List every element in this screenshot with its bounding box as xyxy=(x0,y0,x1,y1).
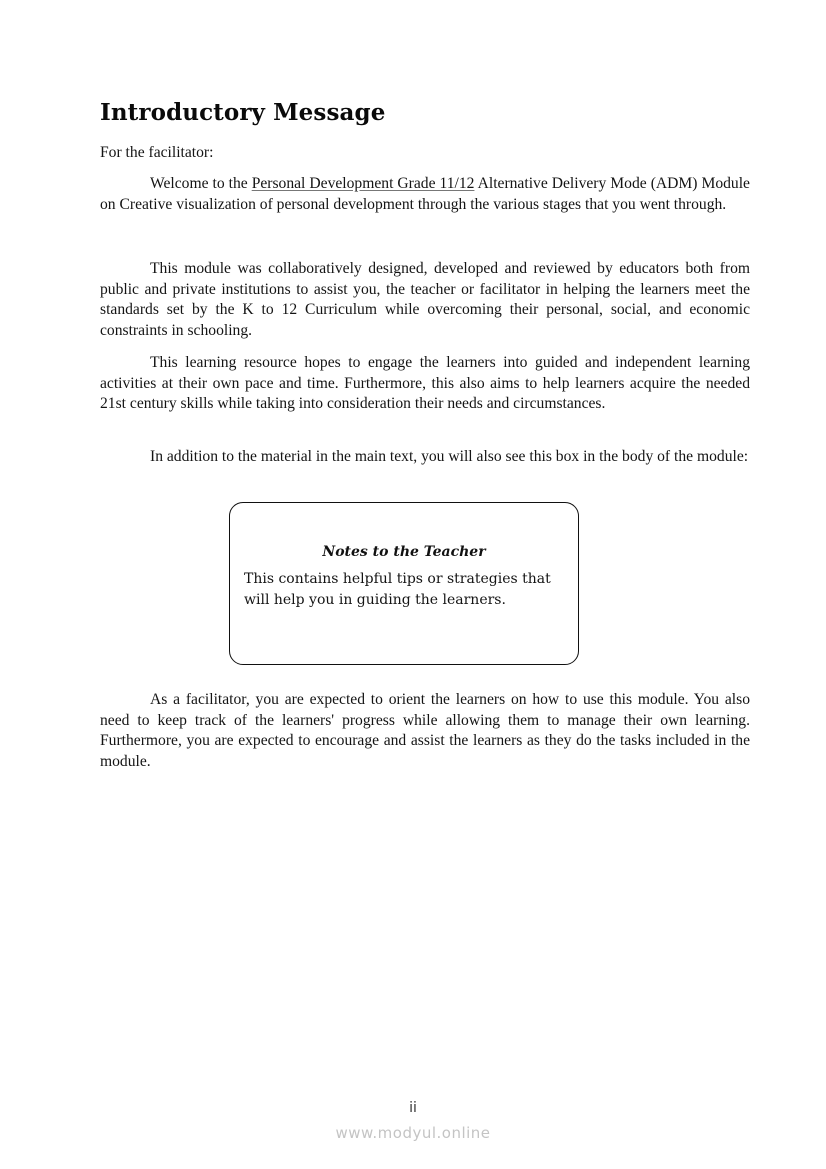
welcome-paragraph xyxy=(100,174,750,215)
note-box-title: Notes to the Teacher xyxy=(322,544,486,560)
audience-label: For the facilitator: xyxy=(100,144,214,161)
note-box-body: This contains helpful tips or strategies that will help you in guiding the learners. xyxy=(244,571,551,608)
resource-paragraph: This learning resource hopes to engage the learners into guided and independent learning activities at their own pace and time. Furthermore, this also aims to help learners acquire the needed 21st century skills while taking into consideration their needs and circumstances. xyxy=(100,354,750,413)
notes-to-teacher-box xyxy=(229,502,579,665)
page-number: ii xyxy=(409,1100,417,1116)
welcome-prefix: Welcome to the xyxy=(150,175,252,192)
page-title: Introductory Message xyxy=(100,99,386,126)
addition-paragraph: In addition to the material in the main text, you will also see this box in the body of the module: xyxy=(150,448,749,465)
design-paragraph: This module was collaboratively designed, developed and reviewed by educators both from public and private institutions to assist you, the teacher or facilitator in helping the learners meet the standards set by the K to 12 Curriculum while overcoming their personal, social, and economic constraints in schooling. xyxy=(100,260,750,339)
watermark: www.modyul.online xyxy=(335,1124,491,1142)
welcome-suffix: Alternative Delivery Mode (ADM) Module on Creative visualization of personal development through the various stages that you went through. xyxy=(100,175,750,213)
facilitator-role-paragraph: As a facilitator, you are expected to orient the learners on how to use this module. You also need to keep track of the learners' progress while allowing them to manage their own learning. Furthermore, you are expected to encourage and assist the learners as they do the tasks included in the module. xyxy=(100,691,750,770)
module-title-underlined: Personal Development Grade 11/12 xyxy=(251,175,475,192)
